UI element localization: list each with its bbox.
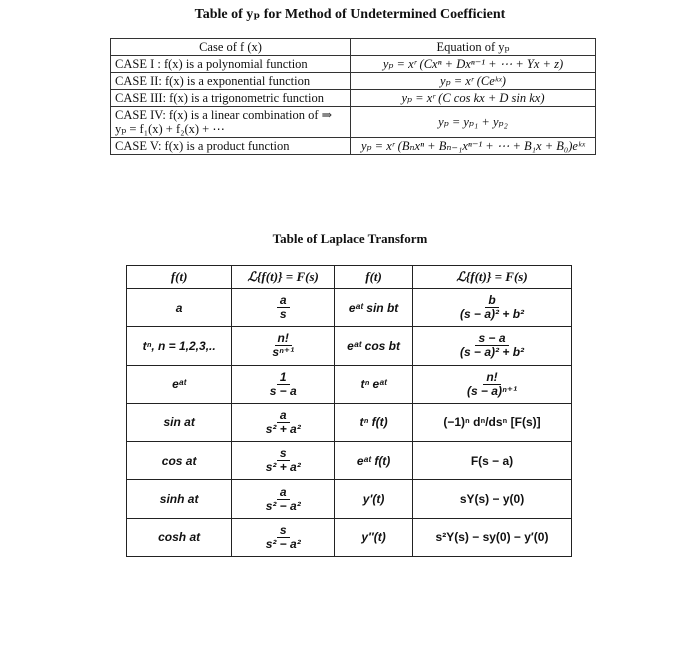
header-Fs-1: ℒ{f(t)} = F(s) — [232, 266, 335, 289]
transform-cell: F(s − a) — [413, 442, 572, 480]
function-cell: eᵃᵗ sin bt — [335, 289, 413, 327]
function-cell: eᵃᵗ cos bt — [335, 327, 413, 365]
case-cell: CASE IV: f(x) is a linear combination of ⇒ yₚ = f₁(x) + f₂(x) + ⋯ — [111, 107, 351, 138]
header-case: Case of f (x) — [111, 39, 351, 56]
case-cell: CASE I : f(x) is a polynomial function — [111, 56, 351, 73]
case-cell: CASE II: f(x) is a exponential function — [111, 73, 351, 90]
function-cell: sinh at — [127, 480, 232, 518]
transform-cell: $\frac{a}{s}$ — [232, 289, 335, 327]
table-row — [127, 442, 572, 480]
transform-cell: sY(s) − y(0) — [413, 480, 572, 518]
transform-cell: $\frac{n!}{\text{sⁿ⁺¹}}$ — [232, 327, 335, 365]
table-row — [111, 73, 596, 90]
header-equation: Equation of yₚ — [351, 39, 596, 56]
equation-cell: yₚ = xʳ (C cos kx + D sin kx) — [351, 90, 596, 107]
table-row — [111, 56, 596, 73]
equation-cell: yₚ = xʳ (Bₙxⁿ + Bₙ₋₁xⁿ⁻¹ + ⋯ + B₁x + B₀)eᵏˣ — [351, 138, 596, 155]
table-header-row — [127, 266, 572, 289]
function-cell: a — [127, 289, 232, 327]
equation-cell: yₚ = xʳ (Ceᵏˣ) — [351, 73, 596, 90]
transform-cell: $\frac{a}{\text{s² + a²}}$ — [232, 403, 335, 441]
table-row — [111, 138, 596, 155]
table-header-row — [111, 39, 596, 56]
transform-cell: $\frac{b}{\text{(s − a)² + b²}}$ — [413, 289, 572, 327]
table-row — [127, 289, 572, 327]
laplace-transform-table — [126, 265, 572, 557]
table-row — [111, 107, 596, 138]
transform-cell: (−1)ⁿ dⁿ/dsⁿ [F(s)] — [413, 403, 572, 441]
table-row — [127, 365, 572, 403]
case-cell: CASE V: f(x) is a product function — [111, 138, 351, 155]
transform-cell: $\frac{n!}{\text{(s − a)ⁿ⁺¹}}$ — [413, 365, 572, 403]
header-ft-2: f(t) — [335, 266, 413, 289]
equation-cell: yₚ = xʳ (Cxⁿ + Dxⁿ⁻¹ + ⋯ + Yx + z) — [351, 56, 596, 73]
function-cell: tⁿ, n = 1,2,3,.. — [127, 327, 232, 365]
transform-cell: $\frac{1}{s - a}$ — [232, 365, 335, 403]
function-cell: y″(t) — [335, 518, 413, 556]
table-row — [127, 518, 572, 556]
function-cell: tⁿ eᵃᵗ — [335, 365, 413, 403]
transform-cell: $\frac{s}{\text{s² + a²}}$ — [232, 442, 335, 480]
case-cell: CASE III: f(x) is a trigonometric function — [111, 90, 351, 107]
header-Fs-2: ℒ{f(t)} = F(s) — [413, 266, 572, 289]
undetermined-table-title: Table of yₚ for Method of Undetermined Coefficient — [194, 7, 506, 22]
header-ft-1: f(t) — [127, 266, 232, 289]
function-cell: cosh at — [127, 518, 232, 556]
function-cell: cos at — [127, 442, 232, 480]
transform-cell: s²Y(s) − sy(0) − y′(0) — [413, 518, 572, 556]
transform-cell: $\frac{s}{\text{s² − a²}}$ — [232, 518, 335, 556]
function-cell: tⁿ f(t) — [335, 403, 413, 441]
table-row — [111, 90, 596, 107]
function-cell: sin at — [127, 403, 232, 441]
table-row — [127, 403, 572, 441]
function-cell: eᵃᵗ f(t) — [335, 442, 413, 480]
transform-cell: $\frac{a}{\text{s² − a²}}$ — [232, 480, 335, 518]
table-row — [127, 480, 572, 518]
laplace-table-title: Table of Laplace Transform — [272, 231, 428, 246]
table-row — [127, 327, 572, 365]
transform-cell: $\frac{s - a}{\text{(s − a)² + b²}}$ — [413, 327, 572, 365]
function-cell: eᵃᵗ — [127, 365, 232, 403]
equation-cell: yₚ = yₚ₁ + yₚ₂ — [351, 107, 596, 138]
function-cell: y′(t) — [335, 480, 413, 518]
undetermined-coefficient-table — [110, 38, 596, 155]
